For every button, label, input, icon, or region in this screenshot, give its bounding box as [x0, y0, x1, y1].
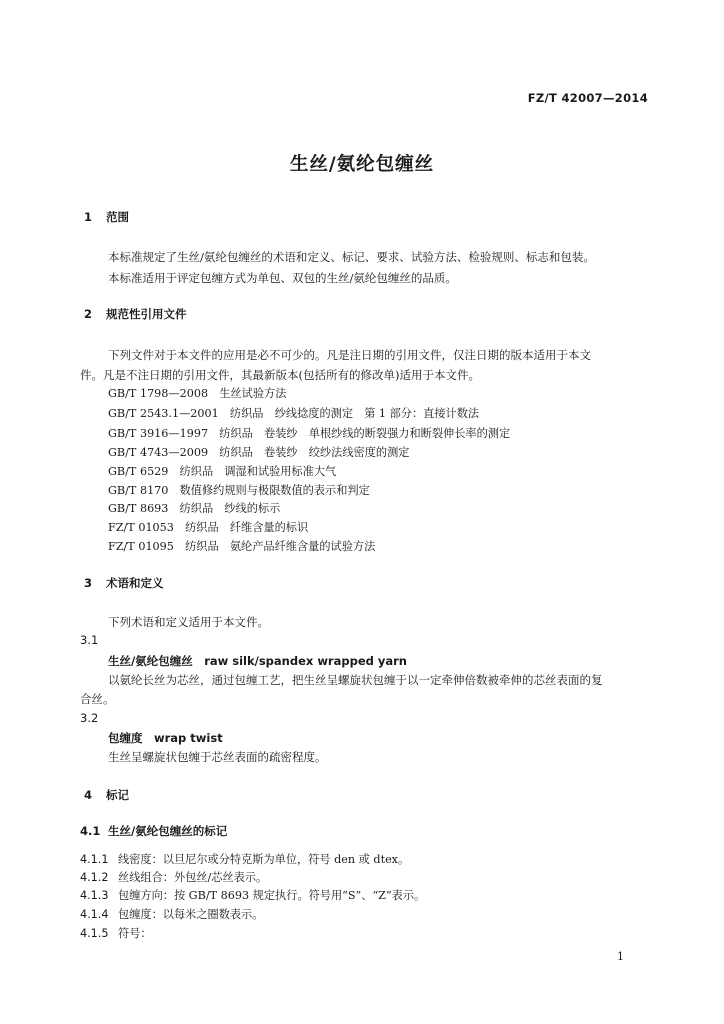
- reference-item: GB/T 4743—2009 纺织品 卷装纱 绞纱法线密度的测定: [108, 446, 410, 459]
- term-1-number: 3.1: [80, 633, 99, 647]
- section-1-paragraph-2: 本标准适用于评定包缠方式为单包、双包的生丝/氨纶包缠丝的品质。: [108, 271, 457, 285]
- list-item: [80, 906, 263, 922]
- reference-item: GB/T 6529 纺织品 调湿和试验用标准大气: [108, 465, 337, 478]
- term-2-name: 包缠度 wrap twist: [108, 731, 223, 745]
- reference-item: GB/T 1798—2008 生丝试验方法: [108, 387, 287, 400]
- standard-code: FZ/T 42007—2014: [527, 91, 648, 105]
- section-2-paragraph-line-1: 下列文件对于本文件的应用是必不可少的。凡是注日期的引用文件，仅注日期的版本适用于本文: [108, 348, 591, 362]
- section-4-number: 4: [84, 788, 93, 802]
- term-2-definition: 生丝呈螺旋状包缠于芯丝表面的疏密程度。: [108, 750, 327, 764]
- term-1-name: 生丝/氨纶包缠丝 raw silk/spandex wrapped yarn: [108, 654, 407, 668]
- document-title: 生丝/氨纶包缠丝: [289, 154, 435, 175]
- subsection-4-1-title: 生丝/氨纶包缠丝的标记: [108, 824, 228, 838]
- subsection-4-1-heading: [80, 823, 227, 839]
- section-3-title: 术语和定义: [106, 576, 164, 590]
- subsection-4-1-number: 4.1: [80, 824, 101, 838]
- section-2-title: 规范性引用文件: [106, 307, 187, 321]
- list-item-number: 4.1.1: [80, 853, 109, 866]
- list-item-text: 包缠度：以每米之圈数表示。: [118, 908, 264, 921]
- term-1-definition-line-1: 以氨纶长丝为芯丝，通过包缠工艺，把生丝呈螺旋状包缠于以一定牵伸倍数被牵伸的芯丝表面的复: [108, 673, 603, 687]
- section-3-number: 3: [84, 576, 93, 590]
- section-4-title: 标记: [106, 788, 129, 802]
- section-1-title: 范围: [106, 210, 129, 224]
- section-2-paragraph-line-2: 件。凡是不注日期的引用文件，其最新版本(包括所有的修改单)适用于本文件。: [80, 368, 480, 382]
- list-item: [80, 869, 267, 885]
- reference-item: FZ/T 01053 纺织品 纤维含量的标识: [108, 521, 309, 534]
- list-item-number: 4.1.5: [80, 927, 109, 940]
- section-2-number: 2: [84, 307, 93, 321]
- page-number: 1: [617, 950, 624, 963]
- list-item-number: 4.1.4: [80, 908, 109, 921]
- list-item-text: 丝线组合：外包丝/芯丝表示。: [118, 871, 268, 884]
- list-item-number: 4.1.2: [80, 871, 109, 884]
- list-item-text: 符号：: [118, 927, 152, 940]
- section-3-heading: [84, 575, 164, 591]
- section-4-heading: [84, 787, 129, 803]
- section-1-paragraph-1: 本标准规定了生丝/氨纶包缠丝的术语和定义、标记、要求、试验方法、检验规则、标志和包装。: [108, 250, 595, 264]
- section-3-intro: 下列术语和定义适用于本文件。: [108, 615, 269, 629]
- section-1-number: 1: [84, 210, 93, 224]
- list-item-text: 包缠方向：按 GB/T 8693 规定执行。符号用“S”、“Z”表示。: [118, 889, 426, 902]
- reference-item: GB/T 8170 数值修约规则与极限数值的表示和判定: [108, 484, 370, 497]
- reference-item: FZ/T 01095 纺织品 氨纶产品纤维含量的试验方法: [108, 540, 376, 553]
- list-item-number: 4.1.3: [80, 889, 109, 902]
- section-2-heading: [84, 306, 187, 322]
- term-2-number: 3.2: [80, 711, 99, 725]
- list-item: [80, 925, 152, 941]
- reference-item: GB/T 3916—1997 纺织品 卷装纱 单根纱线的断裂强力和断裂伸长率的测定: [108, 427, 511, 440]
- term-1-definition-line-2: 合丝。: [80, 692, 115, 706]
- reference-item: GB/T 2543.1—2001 纺织品 纱线捻度的测定 第 1 部分：直接计数法: [108, 407, 480, 420]
- list-item: [80, 851, 409, 867]
- section-1-heading: [84, 209, 129, 225]
- list-item-text: 线密度：以旦尼尔或分特克斯为单位，符号 den 或 dtex。: [118, 853, 410, 866]
- reference-item: GB/T 8693 纺织品 纱线的标示: [108, 502, 281, 515]
- list-item: [80, 887, 425, 903]
